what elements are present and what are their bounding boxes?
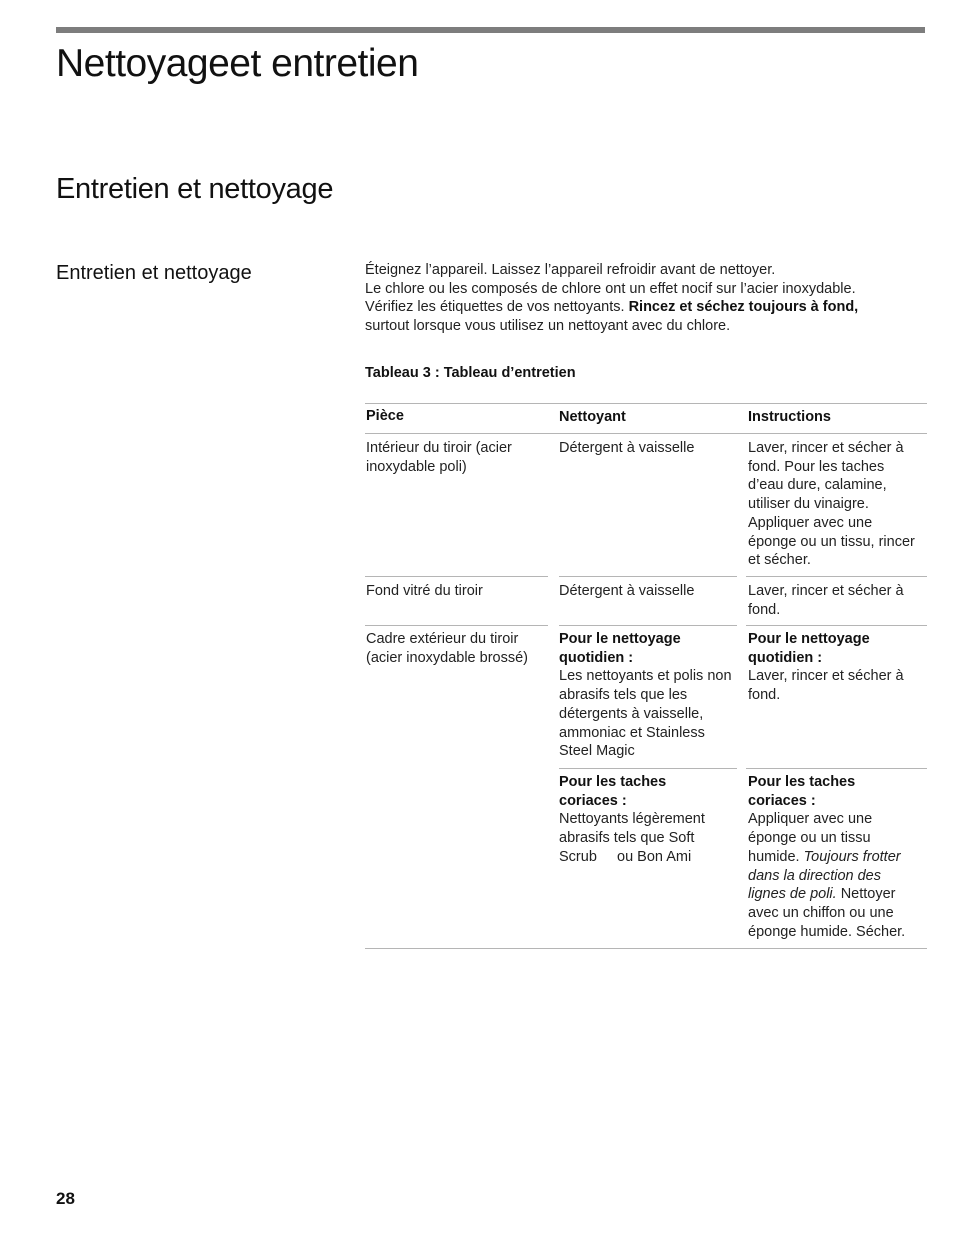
cell-line: ammoniac et Stainless xyxy=(559,724,705,741)
row-rule xyxy=(746,625,927,626)
cell-line: fond. xyxy=(748,687,781,704)
cell-line: Appliquer avec une xyxy=(748,514,873,531)
cell-line: (acier inoxydable brossé) xyxy=(366,649,528,666)
intro-emphasis: Rincez et séchez toujours à fond, xyxy=(628,299,859,316)
row3-daily-nettoyant xyxy=(559,630,732,761)
cell-line: inoxydable poli) xyxy=(366,458,467,475)
cell-line: Détergent à vaisselle xyxy=(559,440,695,456)
cell-line: fond. Pour les taches xyxy=(748,458,885,475)
table-caption xyxy=(365,363,576,383)
subsection-title: Entretien et nettoyage xyxy=(56,262,252,284)
intro-paragraph xyxy=(365,261,925,336)
cell-line: Détergent à vaisselle xyxy=(559,583,695,599)
cell-line: Appliquer avec une xyxy=(748,811,873,828)
cell-line: abrasifs tels que les xyxy=(559,687,688,704)
intro-line xyxy=(365,298,925,317)
cell-heading: quotidien : xyxy=(748,649,823,666)
cell-heading: Pour les taches xyxy=(748,774,856,790)
cell-line: d’eau dure, calamine, xyxy=(748,477,887,494)
intro-text: Vérifiez les étiquettes de vos nettoyants. xyxy=(365,299,629,316)
row3-piece xyxy=(366,630,528,667)
cell-line: Laver, rincer et sécher à xyxy=(748,440,904,456)
cell-line xyxy=(748,848,905,867)
header-instructions: Instructions xyxy=(748,409,831,425)
subrow-rule xyxy=(559,768,737,769)
row1-nettoyant xyxy=(559,439,694,458)
section-title: Entretien et nettoyage xyxy=(56,173,334,205)
header-nettoyant: Nettoyant xyxy=(559,409,626,425)
cell-heading: coriaces : xyxy=(748,792,816,809)
cell-emphasis: Toujours frotter xyxy=(803,848,901,865)
cell-line: éponge ou un tissu, rincer xyxy=(748,533,915,550)
cell-line: et sécher. xyxy=(748,552,811,569)
cell-line: utiliser du vinaigre. xyxy=(748,496,869,513)
cell-line: Cadre extérieur du tiroir xyxy=(366,631,519,647)
cell-line xyxy=(748,885,905,904)
cell-line: Laver, rincer et sécher à xyxy=(748,668,904,685)
row3-daily-instructions xyxy=(748,630,904,705)
cell-line: Scrub ou Bon Ami xyxy=(559,848,692,865)
cell-line: fond. xyxy=(748,601,781,618)
row2-nettoyant xyxy=(559,582,694,601)
cell-line: Nettoyants légèrement xyxy=(559,811,705,828)
cell-line: avec un chiffon ou une xyxy=(748,904,894,921)
page-number: 28 xyxy=(56,1189,75,1208)
table-top-rule xyxy=(365,403,927,404)
cell-heading: quotidien : xyxy=(559,649,634,666)
cell-line: Fond vitré du tiroir xyxy=(366,583,483,599)
row-rule xyxy=(559,576,737,577)
row-rule xyxy=(559,625,737,626)
intro-line: Éteignez l’appareil. Laissez l’appareil refroidir avant de nettoyer. xyxy=(365,262,776,278)
intro-line: Le chlore ou les composés de chlore ont un effet nocif sur l’acier inoxydable. xyxy=(365,280,856,297)
top-rule xyxy=(56,27,925,33)
row-rule xyxy=(365,625,548,626)
intro-line: surtout lorsque vous utilisez un nettoyant avec du chlore. xyxy=(365,318,731,335)
row-rule xyxy=(746,576,927,577)
cell-line: abrasifs tels que Soft xyxy=(559,830,695,847)
row1-piece xyxy=(366,439,512,476)
header-piece: Pièce xyxy=(366,408,404,424)
row2-instructions xyxy=(748,582,904,619)
cell-line: détergents à vaisselle, xyxy=(559,705,704,722)
cell-line: Laver, rincer et sécher à xyxy=(748,583,904,599)
cell-line: éponge ou un tissu xyxy=(748,830,871,847)
cell-line: Intérieur du tiroir (acier xyxy=(366,440,512,456)
row2-piece xyxy=(366,582,483,601)
cell-emphasis: lignes de poli. xyxy=(748,886,837,903)
table-header-rule xyxy=(365,433,927,434)
cell-line: Steel Magic xyxy=(559,743,635,760)
row3-stubborn-instructions xyxy=(748,773,905,941)
table-caption-text: Tableau 3 : Tableau d’entretien xyxy=(365,365,576,381)
cell-text: Nettoyer xyxy=(836,886,896,903)
cell-heading: Pour le nettoyage xyxy=(748,631,870,647)
cell-heading: Pour les taches xyxy=(559,774,667,790)
cell-heading: Pour le nettoyage xyxy=(559,631,681,647)
cell-line: Les nettoyants et polis non xyxy=(559,668,732,685)
subrow-rule xyxy=(746,768,927,769)
table-bottom-rule xyxy=(365,948,927,949)
cell-emphasis: dans la direction des xyxy=(748,867,881,884)
cell-heading: coriaces : xyxy=(559,792,627,809)
page-title: Nettoyageet entretien xyxy=(56,42,419,85)
row1-instructions xyxy=(748,439,915,570)
cell-text: humide. xyxy=(748,848,804,865)
row-rule xyxy=(365,576,548,577)
cell-line: éponge humide. Sécher. xyxy=(748,923,906,940)
row3-stubborn-nettoyant xyxy=(559,773,705,867)
